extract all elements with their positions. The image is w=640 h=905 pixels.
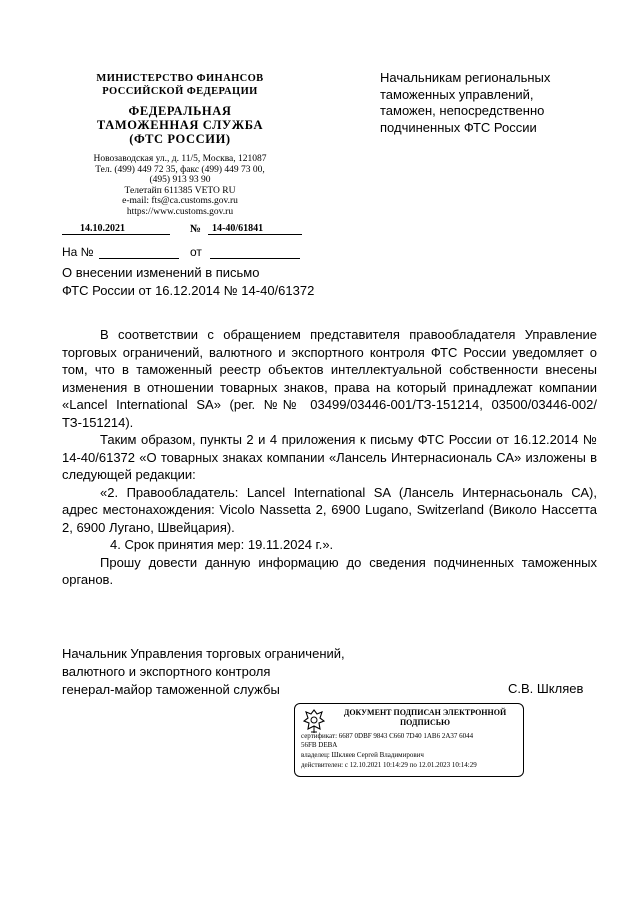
document-number: 14-40/61841 — [208, 223, 302, 235]
website-link[interactable]: https://www.customs.gov.ru — [126, 206, 234, 217]
service-name: ФЕДЕРАЛЬНАЯ ТАМОЖЕННАЯ СЛУЖБА (ФТС РОССИИ) — [96, 104, 264, 146]
number-sign: № — [190, 223, 202, 235]
stamp-title: ДОКУМЕНТ ПОДПИСАН ЭЛЕКТРОННОЙ ПОДПИСЬЮ — [343, 708, 507, 727]
letter-body — [62, 326, 597, 589]
paragraph-term: 4. Срок принятия мер: 19.11.2024 г.». — [110, 537, 334, 552]
email-link[interactable]: e-mail: fts@ca.customs.gov.ru — [122, 196, 238, 206]
certificate-number: сертификат: 6687 0DBF 9843 C660 7D40 1AB6 2A37 6044 — [301, 732, 474, 740]
certificate-number-cont: 56FB DEBA — [301, 741, 338, 749]
contact-block — [60, 154, 300, 217]
coat-of-arms-icon — [303, 708, 325, 734]
reference-label: На № — [62, 245, 94, 259]
phone-line-2: (495) 913 93 90 — [149, 175, 211, 185]
reference-row — [62, 245, 302, 261]
electronic-signature-stamp — [294, 703, 524, 777]
paragraph-amendment: Таким образом, пункты 2 и 4 приложения к письму ФТС России от 16.12.2014 № 14-40/61372 «О товарных знаках компании «Лансель Интернасиональ СА» изложены в следующей редакции: — [62, 432, 597, 482]
registration-row — [62, 223, 302, 239]
teletype-line: Телетайп 611385 VETO RU — [124, 185, 236, 196]
letter-subject: О внесении изменений в письмо ФТС России от 16.12.2014 № 14-40/61372 — [62, 265, 315, 298]
certificate-validity: действителен: с 12.10.2021 10:14:29 по 12.01.2023 10:14:29 — [301, 761, 477, 769]
reference-from-label: от — [190, 245, 202, 259]
paragraph-rightholder: «2. Правообладатель: Lancel International SA (Лансель Интернасьональ СА), адрес местонахождения: Vicolo Nassetta 2, 6900 Lugano, Switzerland (Виколо Нассетта 2, 6900 Лугано, Швейцария). — [62, 484, 597, 535]
document-date: 14.10.2021 — [62, 223, 170, 235]
addressee-block: Начальникам региональных таможенных управлений, таможен, непосредственно подчиненных ФТС России — [380, 70, 551, 135]
certificate-owner: владелец: Шкляев Сергей Владимирович — [301, 751, 424, 759]
ministry-name: МИНИСТЕРСТВО ФИНАНСОВ РОССИЙСКОЙ ФЕДЕРАЦИИ — [96, 73, 264, 97]
paragraph-notification: В соответствии с обращением представителя правообладателя Управление торговых ограничений, валютного и экспортного контроля ФТС России уведомляет о том, что в таможенный реестр объектов интеллектуальной собственности внесены изменения в отношении товарных знаков, права на который принадлежат компании «Lancel International SA» (рег. №№ 03499/03446-001/ТЗ-151214, 03500/03446-002/ТЗ-151214). — [62, 327, 597, 430]
signer-name: С.В. Шкляев — [508, 681, 584, 696]
reference-date-blank — [210, 258, 300, 259]
phone-line: Тел. (499) 449 72 35, факс (499) 449 73 00, — [95, 164, 265, 175]
signer-position: Начальник Управления торговых ограничений, валютного и экспортного контроля генерал-майор таможенной службы — [62, 646, 345, 697]
address-line: Новозаводская ул., д. 11/5, Москва, 121087 — [93, 154, 267, 164]
reference-number-blank — [99, 258, 179, 259]
paragraph-request: Прошу довести данную информацию до сведения подчиненных таможенных органов. — [62, 554, 597, 587]
